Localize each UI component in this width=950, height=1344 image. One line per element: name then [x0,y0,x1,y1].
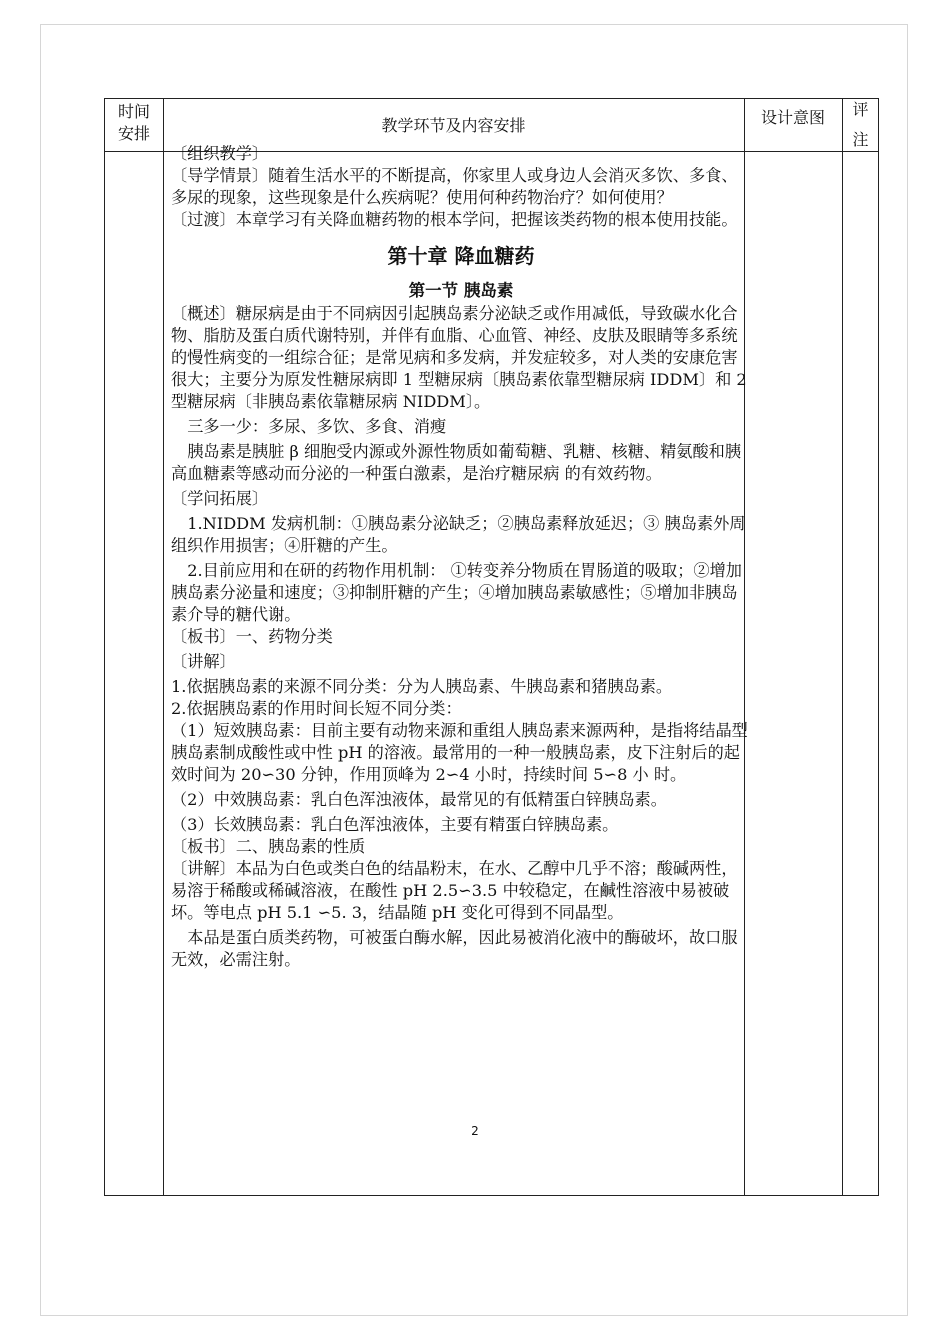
chapter-title: 第十章 降血糖药 [387,244,535,268]
paragraph-long-acting: （3）长效胰岛素：乳白色浑浊液体，主要有精蛋白锌胰岛素。 [171,815,619,834]
paragraph-intermediate-acting: （2）中效胰岛素：乳白色浑浊液体，最常见的有低精蛋白锌胰岛素。 [171,790,667,809]
paragraph-overview: 〔概述〕糖尿病是由于不同病因引起胰岛素分泌缺乏或作用减低，导致碳水化合物、脂肪及蛋白质代谢特别，并伴有血脂、心血管、神经、皮肤及眼睛等多系统的慢性病变的一组综合征；是常见病和多发病，并发症较多，对人类的安康危害很大；主要分为原发性糖尿病即 1 型糖尿病〔胰岛素依靠型糖尿病 IDDM〕和 2 型糖尿病〔非胰岛素依靠糖尿病 NIDDM〕。 [171,304,747,411]
header-time-line1: 时间 [117,102,150,121]
header-remark-line2: 注 [852,130,869,149]
paragraph-drug-mechanisms: 2.目前应用和在研的药物作用机制： ①转变养分物质在胃肠道的吸取；②增加胰岛素分泌量和速度；③抑制肝糖的产生；④增加胰岛素敏感性；⑤增加非胰岛素介导的糖代谢。 [171,561,742,624]
paragraph-properties-explain: 〔讲解〕本品为白色或类白色的结晶粉末，在水、乙醇中几乎不溶；酸碱两性，易溶于稀酸或稀碱溶液，在酸性 pH 2.5∽3.5 中较稳定，在鹹性溶液中易被破坏。等电点 pH 5.1 ∽5. 3，结晶随 pH 变化可得到不同晶型。 [171,859,738,922]
header-design-intent: 设计意图 [760,108,825,127]
paragraph-administration: 本品是蛋白质类药物，可被蛋白酶水解，因此易被消化液中的酶破坏，故口服无效，必需注射。 [171,928,738,969]
paragraph-source-classification: 1.依据胰岛素的来源不同分类：分为人胰岛素、牛胰岛素和猪胰岛素。 [171,677,673,696]
column-divider [163,99,164,1195]
paragraph-pathogenesis: 1.NIDDM 发病机制：①胰岛素分泌缺乏；②胰岛素释放延迟；③ 胰岛素外周组织作用损害；④肝糖的产生。 [171,514,746,555]
column-divider [842,99,843,1195]
paragraph-board-properties: 〔板书〕二、胰岛素的性质 [171,837,366,856]
paragraph-duration-classification: 2.依据胰岛素的作用时间长短不同分类： [171,699,462,718]
paragraph-board-classification: 〔板书〕一、药物分类 [171,627,333,646]
header-remarks [842,95,879,155]
header-time-arrangement [105,101,163,145]
paragraph-transition: 〔过渡〕本章学习有关降血糖药物的根本学问，把握该类药物的根本使用技能。 [171,210,738,229]
paragraph-extension-heading: 〔学问拓展〕 [171,489,269,508]
paragraph-organize-teaching: 〔组织教学〕 [171,144,269,163]
teaching-content-body [171,143,751,971]
lesson-plan-table [104,98,879,1196]
paragraph-symptoms: 三多一少：多尿、多饮、多食、消瘦 [187,417,447,436]
header-teaching-content: 教学环节及内容安排 [381,116,526,135]
header-time-line2: 安排 [117,124,150,143]
header-remark-line1: 评 [852,100,869,119]
paragraph-short-acting: （1）短效胰岛素：目前主要有动物来源和重组人胰岛素来源两种，是指将结晶型胰岛素制成酸性或中性 pH 的溶液。最常用的一种一般胰岛素，皮下注射后的起效时间为 20∽30 分钟，作用顶峰为 2∽4 小时，持续时间 5∽8 小 时。 [171,721,748,784]
paragraph-insulin-definition: 胰岛素是胰脏 β 细胞受内源或外源性物质如葡萄糖、乳糖、核糖、精氨酸和胰高血糖素等感动而分泌的一种蛋白激素，是治疗糖尿病 的有效药物。 [171,442,742,483]
page-number: 2 [471,1124,479,1138]
paragraph-lead-in: 〔导学情景〕随着生活水平的不断提高，你家里人或身边人会消灭多饮、多食、多尿的现象，这些现象是什么疾病呢？使用何种药物治疗？如何使用？ [171,166,738,207]
section-title: 第一节 胰岛素 [408,281,514,300]
paragraph-explain: 〔讲解〕 [171,652,236,671]
